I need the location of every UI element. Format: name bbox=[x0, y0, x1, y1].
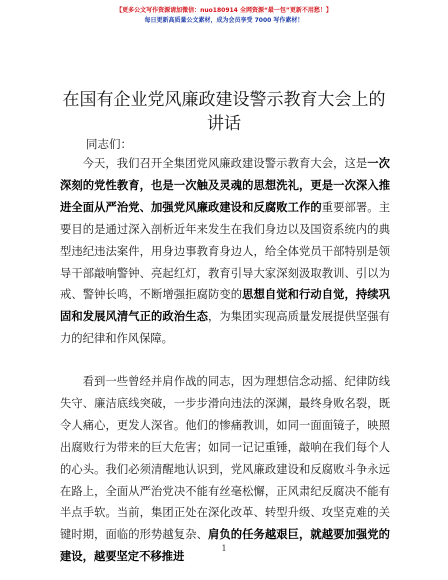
paragraph-1 bbox=[60, 153, 390, 350]
paragraph-2-run: 看到一些曾经并肩作战的同志，因为理想信念动摇、纪律防线失守、廉洁底线突破，一步步滑向违法的深渊，最终身败名裂，既令人痛心，更发人深省。他们的惨痛教训，如同一面面镜子，映照出腐败行为带来的巨大危害；如同一记记重锤，敲响在我们每个人的心头。我们必须清醒地认识到，党风廉政建设和反腐败斗争永远在路上，全面从严治党决不能有丝毫松懈，正风肃纪反腐决不能有半点手软。当前，集团正处在深化改革、转型升级、攻坚克难的关键时期，面临的形势越复杂、 bbox=[60, 375, 390, 542]
paragraph-2-run-bold: 肩负的任务越艰巨，就越要加强党的建设，越要坚定不移推进 bbox=[60, 527, 390, 564]
banner-line-1: 【更多公文写作资源请加微信：nuo180914 全网资源“最一包”更新不用愁！】 bbox=[116, 7, 332, 14]
paragraph-1-run: 今天，我们召开全集团党风廉政建设警示教育大会，这是 bbox=[82, 157, 368, 170]
paragraph-1-run: ，为集团实现高质量发展提供坚强有力的纪律和作风保障。 bbox=[60, 310, 390, 346]
paragraph-2 bbox=[60, 371, 390, 568]
paragraph-1-run: 重要部署。主要目的是通过深入剖析近年来发生在我们身边以及国资系统内的典型违纪违法案件，用身边事教育身边人，给全体党员干部特别是领导干部敲响警钟、亮起红灯，教育引导大家深刻汲取教训、引以为戒、警钟长鸣，不断增强拒腐防变的 bbox=[60, 200, 390, 302]
header-banner bbox=[0, 6, 448, 26]
document-title: 在国有企业党风廉政建设警示教育大会上的讲话 bbox=[62, 90, 386, 134]
page-number: 1 bbox=[221, 544, 227, 553]
paragraph-1-run-bold: 一次深刻的党性教育，也是一次触及灵魂的思想洗礼，更是一次深入推进全面从严治党、加强党风廉政建设和反腐败工作的 bbox=[60, 156, 390, 214]
banner-line-2: 每日更新高质量公文素材，成为会员享受 7000 写作素材！ bbox=[144, 17, 304, 24]
salutation: 同志们： bbox=[86, 137, 132, 151]
paragraph-1-run-bold: 思想自觉和行动自觉，持续巩固和发展风清气正的政治生态 bbox=[60, 287, 390, 324]
